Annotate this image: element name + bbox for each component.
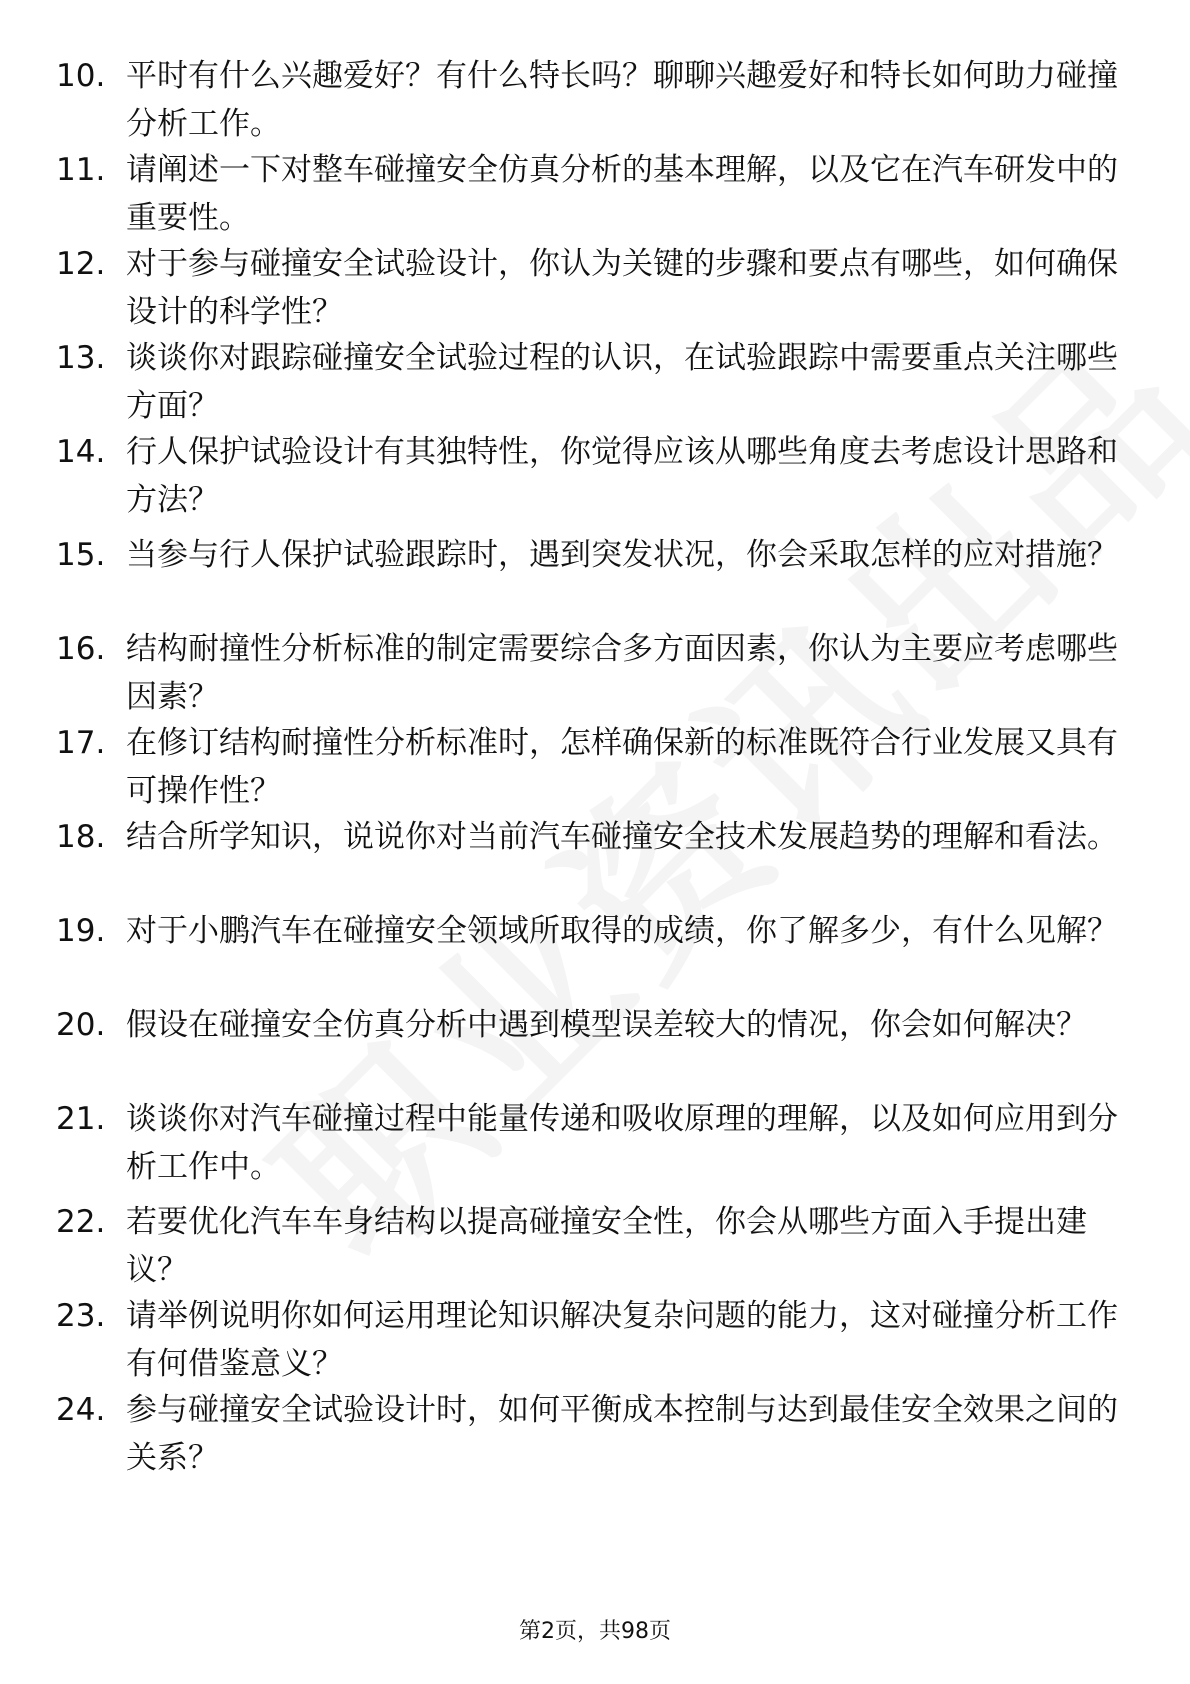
- question-number: 19.: [56, 913, 106, 949]
- question-item: [0, 907, 1190, 1007]
- question-text: 当参与行人保护试验跟踪时，遇到突发状况，你会采取怎样的应对措施？: [126, 537, 1118, 573]
- question-number: 20.: [56, 1007, 106, 1043]
- question-item: [0, 428, 1190, 528]
- question-text: 谈谈你对跟踪碰撞安全试验过程的认识，在试验跟踪中需要重点关注哪些方面？: [126, 340, 1118, 424]
- question-number: 12.: [56, 246, 106, 282]
- question-number: 11.: [56, 152, 106, 188]
- question-number: 13.: [56, 340, 106, 376]
- question-text: 对于参与碰撞安全试验设计，你认为关键的步骤和要点有哪些，如何确保设计的科学性？: [126, 246, 1118, 330]
- question-number: 17.: [56, 725, 106, 761]
- question-text: 行人保护试验设计有其独特性，你觉得应该从哪些角度去考虑设计思路和方法？: [126, 434, 1118, 518]
- question-item: [0, 625, 1190, 725]
- question-number: 23.: [56, 1298, 106, 1334]
- question-item: [0, 1198, 1190, 1298]
- question-text: 谈谈你对汽车碰撞过程中能量传递和吸收原理的理解，以及如何应用到分析工作中。: [126, 1101, 1118, 1185]
- question-text: 结构耐撞性分析标准的制定需要综合多方面因素，你认为主要应考虑哪些因素？: [126, 631, 1118, 715]
- question-text: 参与碰撞安全试验设计时，如何平衡成本控制与达到最佳安全效果之间的关系？: [126, 1392, 1118, 1476]
- question-text: 请阐述一下对整车碰撞安全仿真分析的基本理解，以及它在汽车研发中的重要性。: [126, 152, 1118, 236]
- question-item: [0, 240, 1190, 340]
- question-item: [0, 531, 1190, 631]
- question-number: 21.: [56, 1101, 106, 1137]
- question-number: 10.: [56, 58, 106, 94]
- question-item: [0, 1001, 1190, 1101]
- question-item: [0, 1095, 1190, 1195]
- question-item: [0, 52, 1190, 152]
- question-number: 18.: [56, 819, 106, 855]
- question-text: 请举例说明你如何运用理论知识解决复杂问题的能力，这对碰撞分析工作有何借鉴意义？: [126, 1298, 1118, 1382]
- question-item: [0, 334, 1190, 434]
- question-text: 对于小鹏汽车在碰撞安全领域所取得的成绩，你了解多少，有什么见解？: [126, 913, 1118, 949]
- question-text: 假设在碰撞安全仿真分析中遇到模型误差较大的情况，你会如何解决？: [126, 1007, 1087, 1043]
- question-text: 在修订结构耐撞性分析标准时，怎样确保新的标准既符合行业发展又具有可操作性？: [126, 725, 1118, 809]
- question-number: 24.: [56, 1392, 106, 1428]
- question-text: 平时有什么兴趣爱好？有什么特长吗？聊聊兴趣爱好和特长如何助力碰撞分析工作。: [126, 58, 1118, 142]
- question-item: [0, 719, 1190, 819]
- question-number: 22.: [56, 1204, 106, 1240]
- question-number: 16.: [56, 631, 106, 667]
- question-item: [0, 146, 1190, 246]
- question-item: [0, 1292, 1190, 1392]
- question-text: 结合所学知识，说说你对当前汽车碰撞安全技术发展趋势的理解和看法。: [126, 819, 1118, 855]
- question-item: [0, 1386, 1190, 1486]
- question-text: 若要优化汽车车身结构以提高碰撞安全性，你会从哪些方面入手提出建议？: [126, 1204, 1087, 1288]
- page-number-label: 第2页，共98页: [519, 1619, 671, 1644]
- question-number: 15.: [56, 537, 106, 573]
- page-footer: [0, 1614, 1190, 1645]
- question-item: [0, 813, 1190, 913]
- question-number: 14.: [56, 434, 106, 470]
